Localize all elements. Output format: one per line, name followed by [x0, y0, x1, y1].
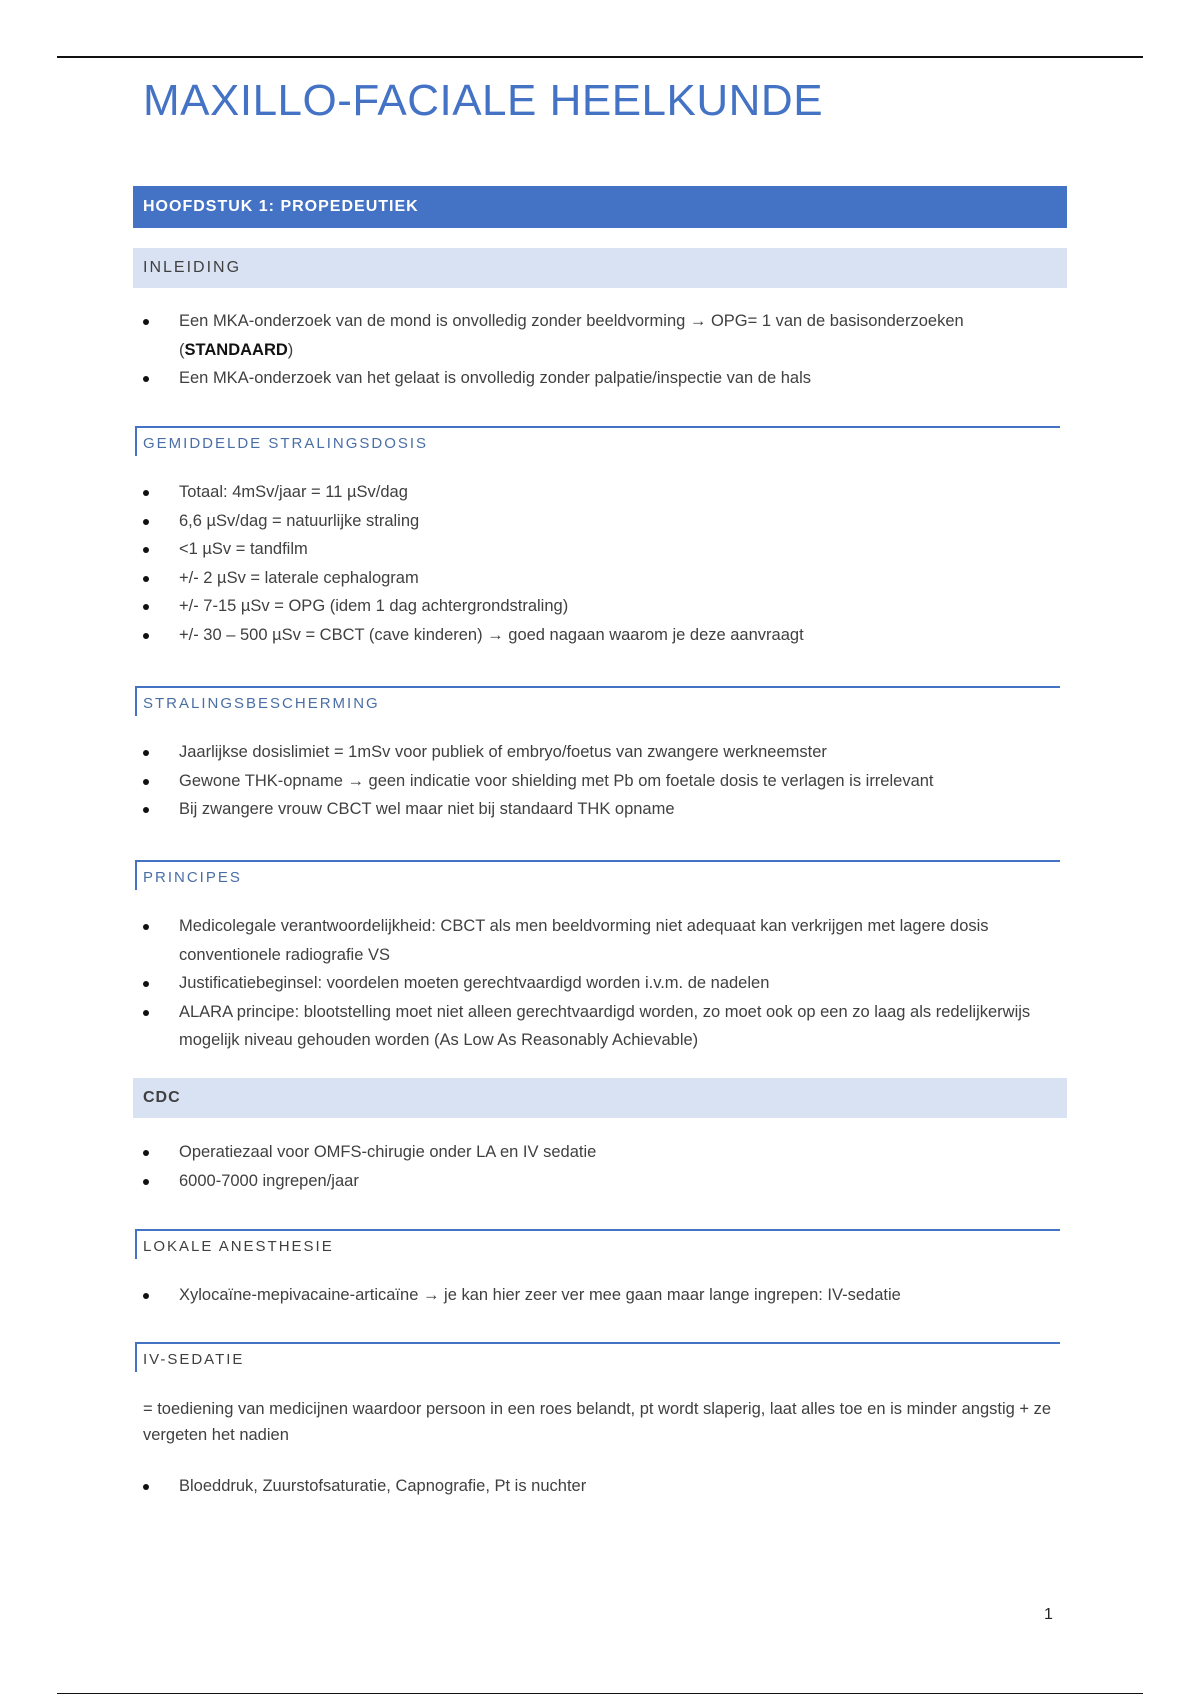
list-item: Bij zwangere vrouw CBCT wel maar niet bij standaard THK opname [133, 795, 1068, 824]
document-title: MAXILLO-FACIALE HEELKUNDE [143, 76, 824, 125]
section-heading-iv-sedatie: IV-SEDATIE [135, 1342, 1060, 1372]
section-heading-stralingsbescherming: STRALINGSBESCHERMING [135, 686, 1060, 716]
lokale-anesthesie-list [133, 1281, 1068, 1310]
list-item: Een MKA-onderzoek van de mond is onvolledig zonder beeldvorming → OPG= 1 van de basisonderzoeken (STANDAARD) [133, 307, 1068, 364]
list-item: <1 µSv = tandfilm [133, 535, 1068, 564]
inleiding-list [133, 307, 1068, 393]
cdc-list [133, 1138, 1068, 1195]
principes-list [133, 912, 1068, 1055]
list-item: Operatiezaal voor OMFS-chirugie onder LA en IV sedatie [133, 1138, 1068, 1167]
list-item: +/- 30 – 500 µSv = CBCT (cave kinderen) → goed nagaan waarom je deze aanvraagt [133, 621, 1068, 650]
list-item: Jaarlijkse dosislimiet = 1mSv voor publiek of embryo/foetus van zwangere werkneemster [133, 738, 1068, 767]
list-item: Justificatiebeginsel: voordelen moeten gerechtvaardigd worden i.v.m. de nadelen [133, 969, 1068, 998]
list-item: ALARA principe: blootstelling moet niet alleen gerechtvaardigd worden, zo moet ook op een zo laag als redelijkerwijs mogelijk niveau gehouden worden (As Low As Reasonably Achievable) [133, 998, 1068, 1055]
top-rule [57, 56, 1143, 58]
section-heading-inleiding: INLEIDING [133, 248, 1067, 288]
list-item: Een MKA-onderzoek van het gelaat is onvolledig zonder palpatie/inspectie van de hals [133, 364, 1068, 393]
section-heading-lokale-anesthesie: LOKALE ANESTHESIE [135, 1229, 1060, 1259]
chapter-heading: HOOFDSTUK 1: PROPEDEUTIEK [133, 186, 1067, 228]
section-heading-principes: PRINCIPES [135, 860, 1060, 890]
section-heading-stralingsdosis: GEMIDDELDE STRALINGSDOSIS [135, 426, 1060, 456]
list-item: +/- 2 µSv = laterale cephalogram [133, 564, 1068, 593]
standaard-emphasis: STANDAARD [184, 340, 288, 359]
list-item: Gewone THK-opname → geen indicatie voor shielding met Pb om foetale dosis te verlagen is irrelevant [133, 767, 1068, 796]
iv-sedatie-definition: = toediening van medicijnen waardoor persoon in een roes belandt, pt wordt slaperig, laat alles toe en is minder angstig + ze vergeten het nadien [143, 1400, 1052, 1444]
list-item: 6000-7000 ingrepen/jaar [133, 1167, 1068, 1196]
list-item: Medicolegale verantwoordelijkheid: CBCT als men beeldvorming niet adequaat kan verkrijgen met lagere dosis conventionele radiografie VS [133, 912, 1068, 969]
bottom-rule [57, 1693, 1143, 1694]
list-item: Bloeddruk, Zuurstofsaturatie, Capnografie, Pt is nuchter [133, 1472, 1068, 1501]
page-number: 1 [1044, 1606, 1053, 1623]
stralingsdosis-list [133, 478, 1068, 649]
list-item: Xylocaïne-mepivacaine-articaïne → je kan hier zeer ver mee gaan maar lange ingrepen: IV-sedatie [133, 1281, 1068, 1310]
list-item: Totaal: 4mSv/jaar = 11 µSv/dag [133, 478, 1068, 507]
iv-sedatie-list [133, 1472, 1068, 1501]
list-item: 6,6 µSv/dag = natuurlijke straling [133, 507, 1068, 536]
list-item: +/- 7-15 µSv = OPG (idem 1 dag achtergrondstraling) [133, 592, 1068, 621]
section-heading-cdc: CDC [133, 1078, 1067, 1118]
stralingsbescherming-list [133, 738, 1068, 824]
